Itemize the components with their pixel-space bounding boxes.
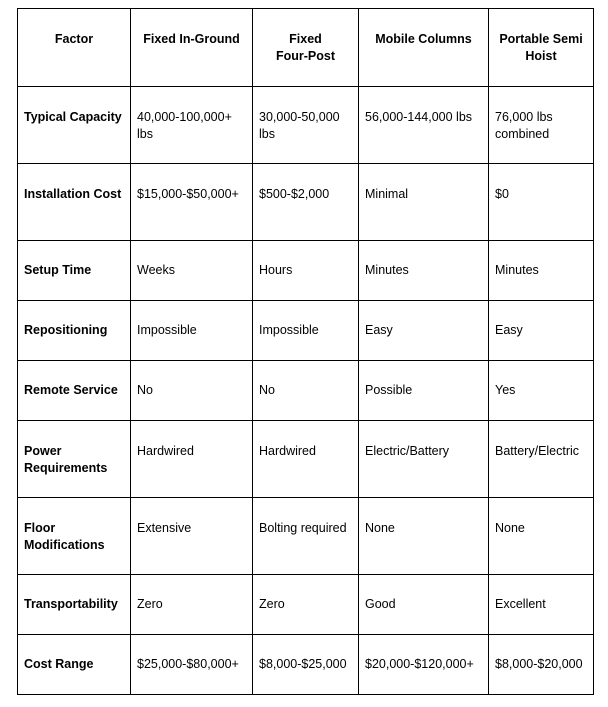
table-cell: $0: [489, 164, 594, 241]
row-factor-label: Remote Service: [18, 361, 131, 421]
table-cell: Good: [359, 575, 489, 635]
table-cell: Battery/Electric: [489, 421, 594, 498]
table-cell: Minutes: [489, 241, 594, 301]
table-cell: Hardwired: [131, 421, 253, 498]
row-factor-label: Installation Cost: [18, 164, 131, 241]
table-row: [18, 164, 594, 241]
table-cell: Weeks: [131, 241, 253, 301]
table-cell: $15,000-$50,000+: [131, 164, 253, 241]
table-cell: Hours: [253, 241, 359, 301]
row-factor-label: Setup Time: [18, 241, 131, 301]
table-cell: No: [131, 361, 253, 421]
table-cell: Bolting required: [253, 498, 359, 575]
table-cell: Excellent: [489, 575, 594, 635]
table-cell: None: [359, 498, 489, 575]
table-cell: Minutes: [359, 241, 489, 301]
table-cell: Extensive: [131, 498, 253, 575]
table-cell: $20,000-$120,000+: [359, 635, 489, 695]
table-cell: Hardwired: [253, 421, 359, 498]
table-cell: No: [253, 361, 359, 421]
header-mobile-columns: Mobile Columns: [359, 9, 489, 87]
row-factor-label: Floor Modifications: [18, 498, 131, 575]
table-cell: None: [489, 498, 594, 575]
table-cell: Zero: [253, 575, 359, 635]
table-cell: Zero: [131, 575, 253, 635]
table-row: [18, 575, 594, 635]
header-portable-semi-hoist: Portable Semi Hoist: [489, 9, 594, 87]
table-cell: 40,000-100,000+ lbs: [131, 87, 253, 164]
row-factor-label: Cost Range: [18, 635, 131, 695]
table-cell: Possible: [359, 361, 489, 421]
table-cell: 30,000-50,000 lbs: [253, 87, 359, 164]
table-cell: Easy: [359, 301, 489, 361]
table-row: [18, 361, 594, 421]
header-fixed-four-post: Fixed Four-Post: [253, 9, 359, 87]
table-cell: Electric/Battery: [359, 421, 489, 498]
table-cell: Impossible: [253, 301, 359, 361]
row-factor-label: Power Requirements: [18, 421, 131, 498]
table-cell: $8,000-$25,000: [253, 635, 359, 695]
comparison-table: [17, 8, 594, 695]
table-row: [18, 301, 594, 361]
table-row: [18, 241, 594, 301]
table-cell: Easy: [489, 301, 594, 361]
table-cell: $25,000-$80,000+: [131, 635, 253, 695]
table-row: [18, 421, 594, 498]
table-cell: Impossible: [131, 301, 253, 361]
table-cell: $500-$2,000: [253, 164, 359, 241]
table-cell: 76,000 lbs combined: [489, 87, 594, 164]
header-factor: Factor: [18, 9, 131, 87]
header-row: [18, 9, 594, 87]
table-row: [18, 635, 594, 695]
table-cell: Minimal: [359, 164, 489, 241]
table-row: [18, 498, 594, 575]
table-row: [18, 87, 594, 164]
header-fixed-in-ground: Fixed In-Ground: [131, 9, 253, 87]
table-cell: Yes: [489, 361, 594, 421]
table-cell: $8,000-$20,000: [489, 635, 594, 695]
row-factor-label: Transportability: [18, 575, 131, 635]
row-factor-label: Typical Capacity: [18, 87, 131, 164]
row-factor-label: Repositioning: [18, 301, 131, 361]
table-cell: 56,000-144,000 lbs: [359, 87, 489, 164]
